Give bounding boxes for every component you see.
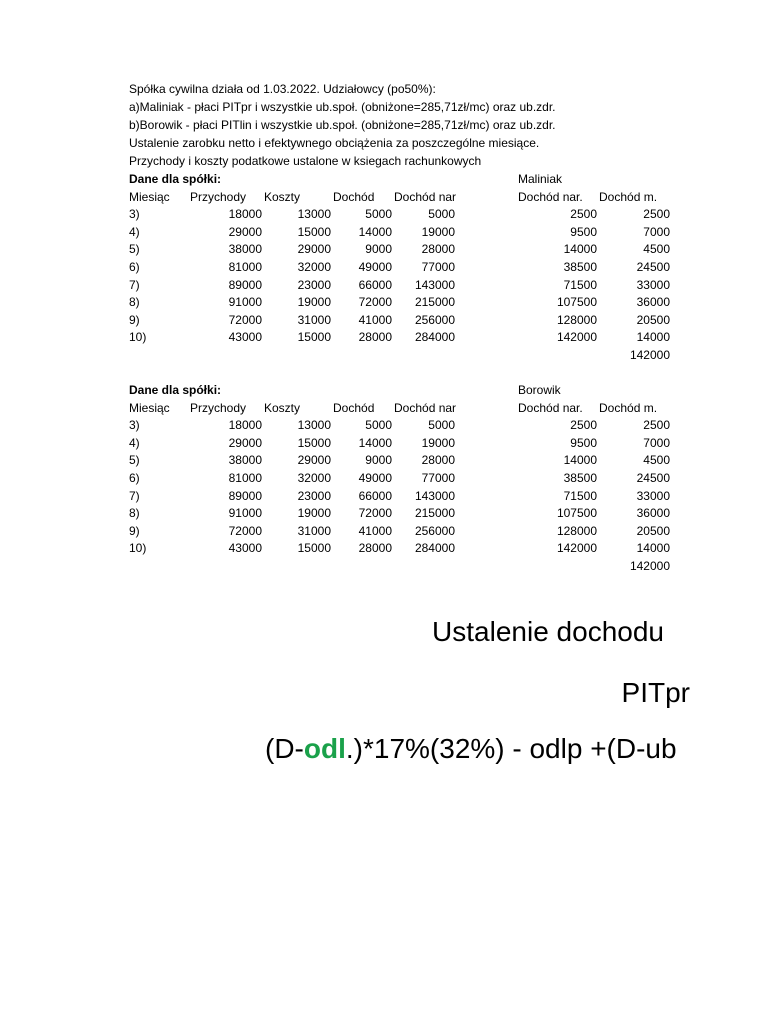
table-cell: 107500 bbox=[556, 506, 597, 521]
table-cell: 7) bbox=[129, 488, 140, 503]
person-column-header: Dochód nar. bbox=[518, 400, 583, 415]
table-cell: 24500 bbox=[636, 471, 670, 485]
table-cell: 215000 bbox=[414, 506, 455, 521]
table-cell: 6) bbox=[129, 260, 140, 274]
table-cell: 32000 bbox=[297, 260, 331, 274]
table-cell: 18000 bbox=[228, 418, 262, 433]
table-cell: 38500 bbox=[563, 471, 597, 485]
table-cell: 142000 bbox=[556, 541, 597, 556]
table-cell: 29000 bbox=[297, 242, 331, 257]
intro-text bbox=[129, 80, 556, 170]
person-column-header: Dochód m. bbox=[599, 400, 658, 415]
table-cell: 49000 bbox=[358, 260, 392, 274]
table-cell: 72000 bbox=[358, 506, 392, 521]
table-cell: 89000 bbox=[228, 488, 262, 503]
table-cell: 256000 bbox=[414, 312, 455, 327]
formula-suffix: .)*17%(32%) - odlp +(D-ub bbox=[345, 733, 677, 764]
table-cell: 13000 bbox=[297, 207, 331, 222]
table-cell: 19000 bbox=[297, 506, 331, 521]
table-cell: 5) bbox=[129, 453, 140, 468]
slide-formula bbox=[265, 733, 677, 765]
person-name: Maliniak bbox=[518, 172, 563, 186]
table-cell: 72000 bbox=[358, 295, 392, 310]
column-header: Dochód nar bbox=[394, 189, 457, 204]
table-cell: 31000 bbox=[297, 312, 331, 327]
table-cell: 29000 bbox=[228, 435, 262, 450]
table-cell: 32000 bbox=[297, 471, 331, 485]
table-cell: 128000 bbox=[556, 312, 597, 327]
table-cell: 5000 bbox=[365, 418, 392, 433]
formula-prefix: (D- bbox=[265, 733, 304, 764]
table-cell: 89000 bbox=[228, 277, 262, 292]
person-name: Borowik bbox=[518, 383, 561, 397]
table-cell: 38500 bbox=[563, 260, 597, 274]
table-cell: 284000 bbox=[414, 330, 455, 345]
table-cell: 15000 bbox=[297, 435, 331, 450]
intro-line: a)Maliniak - płaci PITpr i wszystkie ub.społ. (obniżone=285,71zł/mc) oraz ub.zdr. bbox=[129, 100, 556, 114]
table-cell: 24500 bbox=[636, 260, 670, 274]
table-cell: 36000 bbox=[636, 295, 670, 310]
column-header: Koszty bbox=[264, 189, 301, 204]
table-cell: 18000 bbox=[228, 207, 262, 222]
intro-line: Ustalenie zarobku netto i efektywnego obciążenia za poszczególne miesiące. bbox=[129, 136, 540, 150]
table-cell: 19000 bbox=[297, 295, 331, 310]
table-cell: 14000 bbox=[636, 330, 670, 345]
table-cell: 4500 bbox=[643, 453, 670, 468]
table-cell: 3) bbox=[129, 207, 140, 222]
intro-line: Spółka cywilna działa od 1.03.2022. Udziałowcy (po50%): bbox=[129, 82, 436, 96]
table-cell: 91000 bbox=[228, 506, 262, 521]
table-total: 142000 bbox=[629, 348, 670, 362]
table-cell: 5000 bbox=[428, 418, 455, 433]
table-cell: 9000 bbox=[365, 242, 392, 257]
table-cell: 15000 bbox=[297, 541, 331, 556]
table-cell: 72000 bbox=[228, 523, 262, 538]
table-cell: 7000 bbox=[643, 224, 670, 239]
table-cell: 91000 bbox=[228, 295, 262, 310]
table-cell: 4) bbox=[129, 224, 140, 239]
table-cell: 23000 bbox=[297, 488, 331, 503]
table-cell: 23000 bbox=[297, 277, 331, 292]
table-cell: 14000 bbox=[358, 224, 392, 239]
intro-line: Przychody i koszty podatkowe ustalone w ksiegach rachunkowych bbox=[129, 154, 482, 168]
table-cell: 3) bbox=[129, 418, 140, 433]
column-header: Dochód bbox=[333, 189, 375, 204]
table-cell: 2500 bbox=[643, 207, 670, 222]
column-header: Dochód nar bbox=[394, 400, 457, 415]
intro-line: b)Borowik - płaci PITlin i wszystkie ub.społ. (obniżone=285,71zł/mc) oraz ub.zdr. bbox=[129, 118, 556, 132]
table-total: 142000 bbox=[629, 559, 670, 573]
table-cell: 28000 bbox=[421, 453, 455, 468]
table-cell: 9500 bbox=[570, 224, 597, 239]
table-cell: 19000 bbox=[421, 435, 455, 450]
table-cell: 14000 bbox=[563, 242, 597, 257]
column-header: Przychody bbox=[190, 189, 247, 204]
table-cell: 215000 bbox=[414, 295, 455, 310]
slide-heading: Ustalenie dochodu bbox=[432, 616, 664, 647]
section-title: Dane dla spółki: bbox=[129, 172, 222, 186]
table-cell: 15000 bbox=[297, 330, 331, 345]
table-cell: 8) bbox=[129, 506, 140, 521]
table-cell: 9) bbox=[129, 312, 140, 327]
table-cell: 28000 bbox=[421, 242, 455, 257]
table-cell: 9500 bbox=[570, 435, 597, 450]
table-cell: 2500 bbox=[570, 418, 597, 433]
table-cell: 9000 bbox=[365, 453, 392, 468]
table-cell: 77000 bbox=[421, 260, 455, 274]
table-cell: 72000 bbox=[228, 312, 262, 327]
table-cell: 19000 bbox=[421, 224, 455, 239]
person-column-header: Dochód m. bbox=[599, 189, 658, 204]
table-cell: 284000 bbox=[414, 541, 455, 556]
table-cell: 256000 bbox=[414, 523, 455, 538]
table-cell: 33000 bbox=[636, 277, 670, 292]
table-cell: 28000 bbox=[358, 330, 392, 345]
table-cell: 49000 bbox=[358, 471, 392, 485]
formula-highlight: odl bbox=[303, 733, 346, 764]
table-cell: 66000 bbox=[358, 488, 392, 503]
table-cell: 31000 bbox=[297, 523, 331, 538]
column-header: Dochód bbox=[333, 400, 375, 415]
table-cell: 10) bbox=[129, 541, 147, 556]
table-cell: 5000 bbox=[365, 207, 392, 222]
table-cell: 2500 bbox=[643, 418, 670, 433]
table-cell: 28000 bbox=[358, 541, 392, 556]
table-cell: 5) bbox=[129, 242, 140, 257]
table-cell: 15000 bbox=[297, 224, 331, 239]
table-cell: 71500 bbox=[563, 277, 597, 292]
person-column-header: Dochód nar. bbox=[518, 189, 583, 204]
table-cell: 81000 bbox=[228, 471, 262, 485]
table-cell: 8) bbox=[129, 295, 140, 310]
table-cell: 20500 bbox=[636, 312, 670, 327]
table-cell: 33000 bbox=[636, 488, 670, 503]
table-cell: 14000 bbox=[636, 541, 670, 556]
table-cell: 36000 bbox=[636, 506, 670, 521]
column-header: Przychody bbox=[190, 400, 247, 415]
table-cell: 43000 bbox=[228, 330, 262, 345]
slide-subheading: PITpr bbox=[621, 677, 690, 708]
table-cell: 14000 bbox=[563, 453, 597, 468]
table-cell: 38000 bbox=[228, 242, 262, 257]
table-cell: 81000 bbox=[228, 260, 262, 274]
table-cell: 66000 bbox=[358, 277, 392, 292]
table-cell: 71500 bbox=[563, 488, 597, 503]
column-header: Miesiąc bbox=[129, 400, 170, 415]
table-cell: 14000 bbox=[358, 435, 392, 450]
table-cell: 29000 bbox=[228, 224, 262, 239]
table-cell: 7) bbox=[129, 277, 140, 292]
table-cell: 2500 bbox=[570, 207, 597, 222]
column-header: Koszty bbox=[264, 400, 301, 415]
table-cell: 20500 bbox=[636, 523, 670, 538]
table-cell: 41000 bbox=[358, 523, 392, 538]
table-cell: 38000 bbox=[228, 453, 262, 468]
table-cell: 43000 bbox=[228, 541, 262, 556]
table-cell: 29000 bbox=[297, 453, 331, 468]
table-cell: 9) bbox=[129, 523, 140, 538]
table-cell: 4) bbox=[129, 435, 140, 450]
table-cell: 142000 bbox=[556, 330, 597, 345]
table-cell: 143000 bbox=[414, 488, 455, 503]
section-title: Dane dla spółki: bbox=[129, 383, 222, 397]
table-cell: 143000 bbox=[414, 277, 455, 292]
table-cell: 7000 bbox=[643, 435, 670, 450]
table-cell: 6) bbox=[129, 471, 140, 485]
table-cell: 13000 bbox=[297, 418, 331, 433]
table-cell: 4500 bbox=[643, 242, 670, 257]
table-cell: 128000 bbox=[556, 523, 597, 538]
table-cell: 41000 bbox=[358, 312, 392, 327]
column-header: Miesiąc bbox=[129, 189, 170, 204]
table-cell: 77000 bbox=[421, 471, 455, 485]
table-cell: 5000 bbox=[428, 207, 455, 222]
table-cell: 107500 bbox=[556, 295, 597, 310]
table-cell: 10) bbox=[129, 330, 147, 345]
